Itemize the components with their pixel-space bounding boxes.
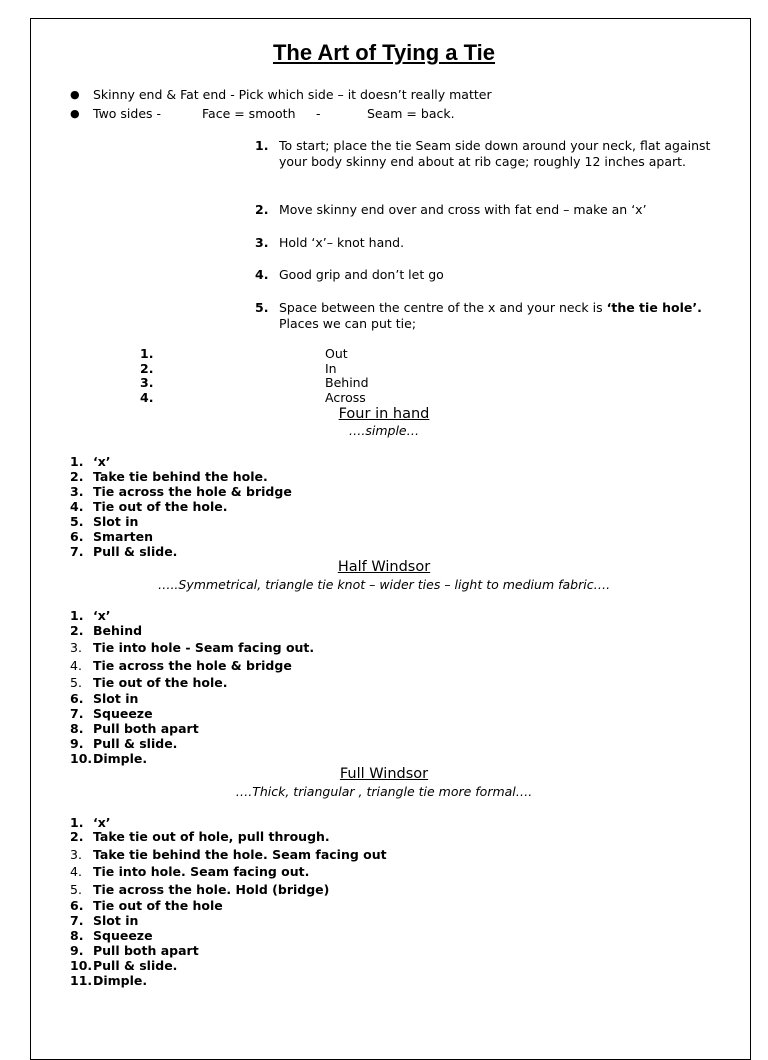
place-label: Across (325, 390, 366, 405)
list-item (70, 529, 153, 544)
list-number: 11. (70, 973, 93, 988)
list-text: Dimple. (93, 973, 148, 988)
list-text: Tie out of the hole. (93, 675, 228, 690)
list-item (70, 829, 330, 844)
list-item (70, 623, 142, 638)
list-text: Tie into hole - Seam facing out. (93, 640, 315, 655)
list-text: Smarten (93, 529, 153, 544)
place-label: Behind (325, 375, 369, 390)
list-item (70, 958, 177, 973)
section-heading-full-windsor: Full Windsor (339, 766, 429, 782)
list-item (70, 898, 223, 913)
list-item (70, 514, 138, 529)
step-number: 5. (255, 300, 269, 315)
list-text: Tie out of the hole (93, 898, 223, 913)
list-number: 3. (70, 484, 84, 499)
list-number: 8. (70, 928, 84, 943)
list-item (70, 864, 309, 879)
list-number: 4. (70, 864, 82, 879)
list-item (70, 608, 111, 623)
place-label: Out (325, 346, 348, 361)
bullet-item: Skinny end & Fat end - Pick which side – it doesn’t really matter (93, 87, 492, 102)
bullet-item-part: - (316, 106, 321, 121)
bullet-item-part: Seam = back. (367, 106, 455, 121)
list-item (70, 751, 147, 766)
list-text: Slot in (93, 691, 139, 706)
list-text: Tie out of the hole. (93, 499, 228, 514)
list-text: ‘x’ (93, 815, 111, 830)
list-number: 7. (70, 706, 84, 721)
list-text: Pull both apart (93, 943, 199, 958)
step-text: Good grip and don’t let go (279, 267, 444, 282)
place-number: 2. (140, 361, 154, 376)
list-item (70, 815, 111, 830)
step-text: Move skinny end over and cross with fat end – make an ‘x’ (279, 202, 647, 217)
list-item (70, 484, 292, 499)
list-number: 10. (70, 751, 93, 766)
list-text: Slot in (93, 913, 139, 928)
section-subtitle: ….Thick, triangular , triangle tie more formal…. (235, 784, 533, 799)
list-number: 8. (70, 721, 84, 736)
list-text: Pull & slide. (93, 736, 178, 751)
list-text: Pull & slide. (93, 958, 178, 973)
step-number: 1. (255, 138, 269, 153)
section-subtitle: …..Symmetrical, triangle tie knot – wider ties – light to medium fabric…. (157, 577, 611, 592)
list-number: 7. (70, 544, 84, 559)
list-item (70, 913, 138, 928)
list-text: Pull & slide. (93, 544, 178, 559)
list-item (70, 544, 177, 559)
list-item (70, 640, 314, 655)
list-text: Squeeze (93, 928, 153, 943)
list-number: 1. (70, 815, 84, 830)
list-item (70, 469, 268, 484)
list-number: 2. (70, 829, 84, 844)
tie-hole-term: ‘the tie hole’. (606, 300, 702, 315)
list-item (70, 943, 199, 958)
place-number: 4. (140, 390, 154, 405)
list-item (70, 882, 329, 897)
list-number: 9. (70, 943, 84, 958)
list-text: Behind (93, 623, 143, 638)
list-number: 6. (70, 691, 84, 706)
step-text: To start; place the tie Seam side down around your neck, flat against your body skinny end about at rib cage; roughly 12 inches apart. (279, 138, 711, 169)
list-text: ‘x’ (93, 608, 111, 623)
list-text: Squeeze (93, 706, 153, 721)
section-subtitle: ….simple… (348, 423, 420, 438)
list-item (70, 499, 228, 514)
step-number: 3. (255, 235, 269, 250)
list-item (70, 721, 199, 736)
list-number: 2. (70, 469, 84, 484)
list-number: 5. (70, 514, 84, 529)
list-number: 5. (70, 675, 82, 690)
list-text: Tie across the hole & bridge (93, 658, 292, 673)
list-number: 9. (70, 736, 84, 751)
list-text: Dimple. (93, 751, 148, 766)
list-item (70, 928, 153, 943)
list-text: Tie into hole. Seam facing out. (93, 864, 310, 879)
step-number: 4. (255, 267, 269, 282)
list-number: 2. (70, 623, 84, 638)
list-number: 10. (70, 958, 93, 973)
place-label: In (325, 361, 337, 376)
list-item (70, 736, 177, 751)
list-text: Take tie out of hole, pull through. (93, 829, 330, 844)
place-number: 1. (140, 346, 154, 361)
list-number: 5. (70, 882, 82, 897)
list-number: 6. (70, 898, 84, 913)
list-number: 3. (70, 847, 82, 862)
step-text-part: Space between the centre of the x and your neck is (279, 300, 607, 315)
list-item (70, 847, 387, 862)
list-text: Tie across the hole & bridge (93, 484, 292, 499)
list-item (70, 658, 292, 673)
list-text: Take tie behind the hole. Seam facing out (93, 847, 387, 862)
list-number: 4. (70, 499, 84, 514)
list-text: Pull both apart (93, 721, 199, 736)
bullet-dot-icon: ● (70, 107, 80, 120)
list-number: 3. (70, 640, 82, 655)
step-text-part: Places we can put tie; (279, 316, 417, 331)
list-text: ‘x’ (93, 454, 111, 469)
step-text (279, 300, 729, 332)
section-heading-half-windsor: Half Windsor (337, 559, 431, 575)
list-item (70, 973, 147, 988)
bullet-dot-icon: ● (70, 88, 80, 101)
list-text: Slot in (93, 514, 139, 529)
list-text: Tie across the hole. Hold (bridge) (93, 882, 330, 897)
place-number: 3. (140, 375, 154, 390)
list-item (70, 691, 138, 706)
step-text: Hold ‘x’– knot hand. (279, 235, 405, 250)
list-item (70, 706, 153, 721)
list-number: 6. (70, 529, 84, 544)
section-heading-four-in-hand: Four in hand (338, 406, 430, 422)
list-item (70, 454, 111, 469)
bullet-item-part: Face = smooth (202, 106, 296, 121)
list-number: 1. (70, 608, 84, 623)
step-number: 2. (255, 202, 269, 217)
list-number: 7. (70, 913, 84, 928)
list-text: Take tie behind the hole. (93, 469, 268, 484)
page-title: The Art of Tying a Tie (272, 40, 496, 65)
list-number: 1. (70, 454, 84, 469)
list-item (70, 675, 228, 690)
bullet-item: Two sides - (93, 106, 162, 121)
list-number: 4. (70, 658, 82, 673)
